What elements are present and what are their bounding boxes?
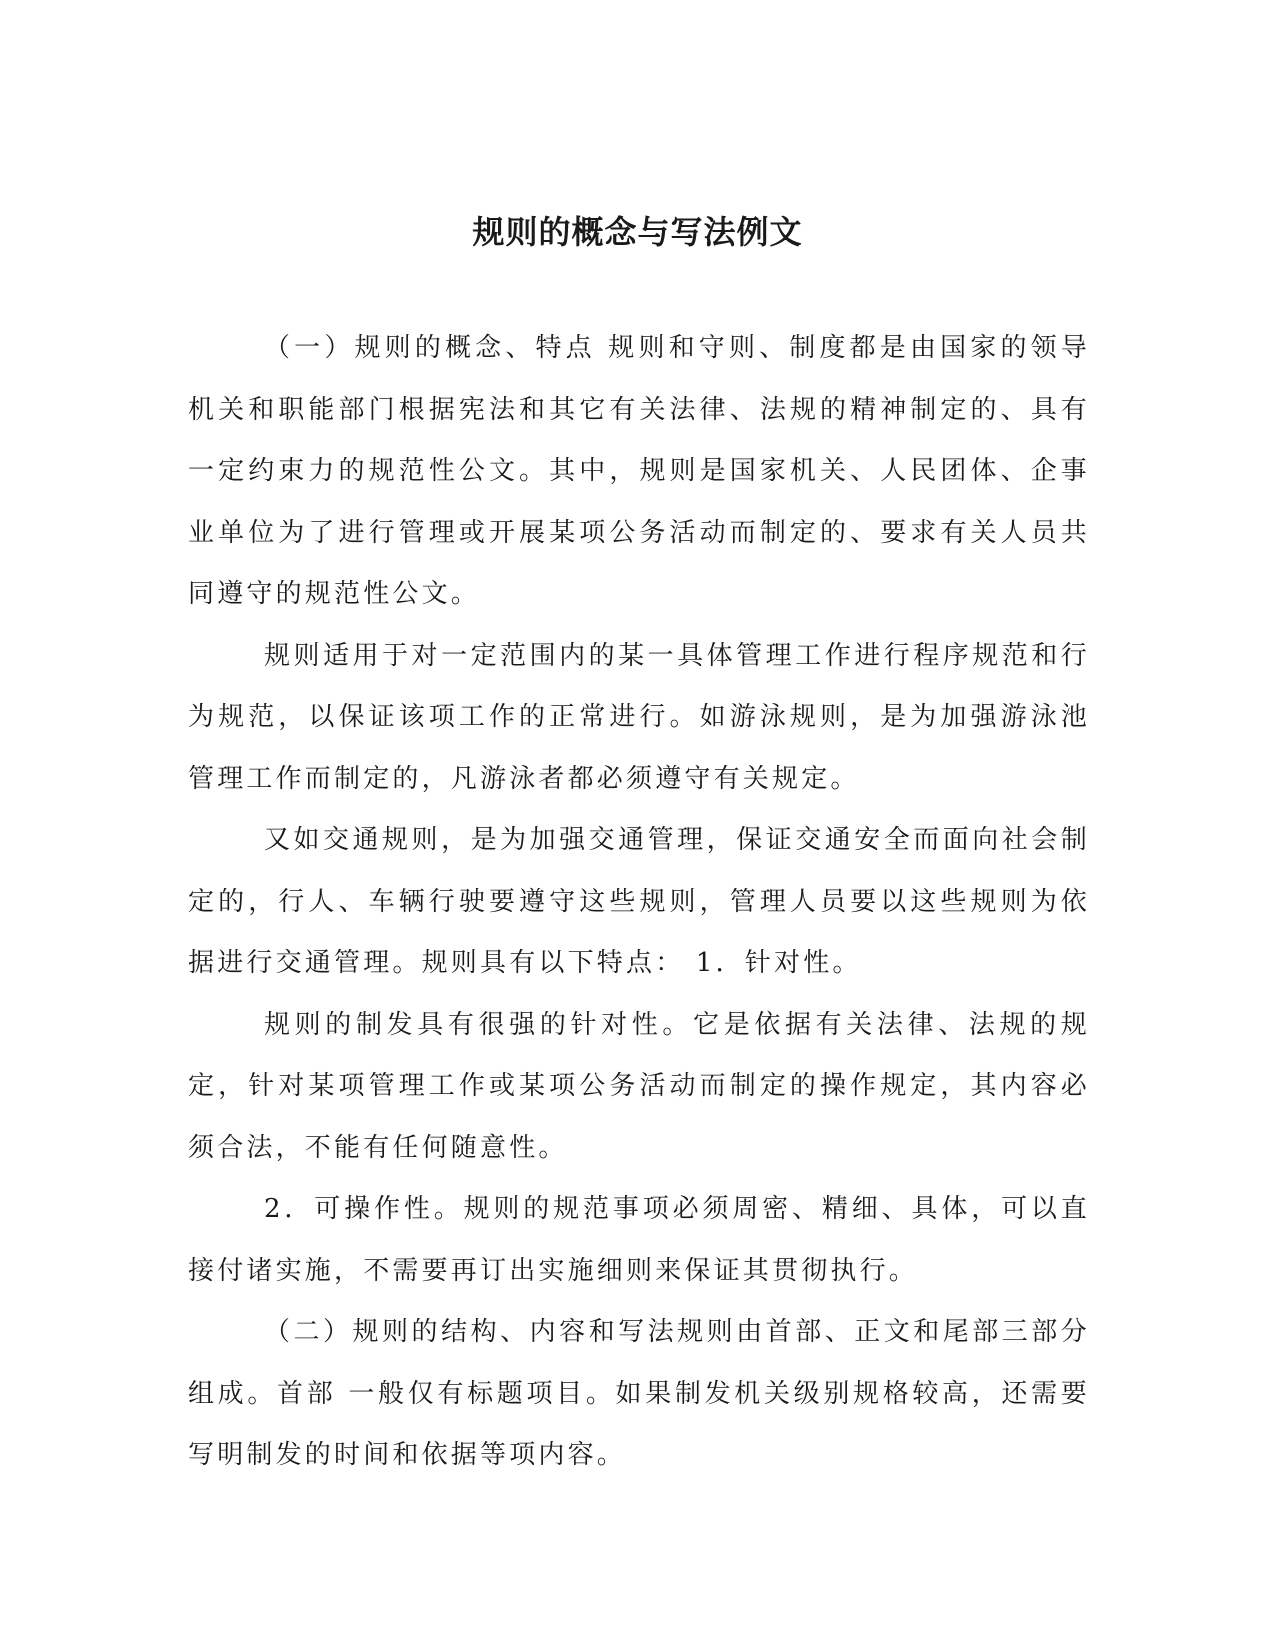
document-body	[188, 318, 1090, 1487]
paragraph-6: （二）规则的结构、内容和写法规则由首部、正文和尾部三部分组成。首部 一般仅有标题项目。如果制发机关级别规格较高，还需要写明制发的时间和依据等项内容。	[188, 1317, 1090, 1470]
paragraph-4: 规则的制发具有很强的针对性。它是依据有关法律、法规的规定，针对某项管理工作或某项公务活动而制定的操作规定，其内容必须合法，不能有任何随意性。	[188, 1009, 1090, 1163]
paragraph-2: 规则适用于对一定范围内的某一具体管理工作进行程序规范和行为规范，以保证该项工作的正常进行。如游泳规则，是为加强游泳池管理工作而制定的，凡游泳者都必须遵守有关规定。	[188, 640, 1090, 794]
document-title: 规则的概念与写法例文	[472, 213, 803, 251]
paragraph-5: 2．可操作性。规则的规范事项必须周密、精细、具体，可以直接付诸实施，不需要再订出实施细则来保证其贯彻执行。	[188, 1194, 1090, 1286]
paragraph-1: （一）规则的概念、特点 规则和守则、制度都是由国家的领导机关和职能部门根据宪法和其它有关法律、法规的精神制定的、具有一定约束力的规范性公文。其中，规则是国家机关、人民团体、企事业单位为了进行管理或开展某项公务活动而制定的、要求有关人员共同遵守的规范性公文。	[188, 333, 1090, 609]
paragraph-3: 又如交通规则，是为加强交通管理，保证交通安全而面向社会制定的，行人、车辆行驶要遵守这些规则，管理人员要以这些规则为依据进行交通管理。规则具有以下特点： 1．针对性。	[188, 825, 1090, 978]
